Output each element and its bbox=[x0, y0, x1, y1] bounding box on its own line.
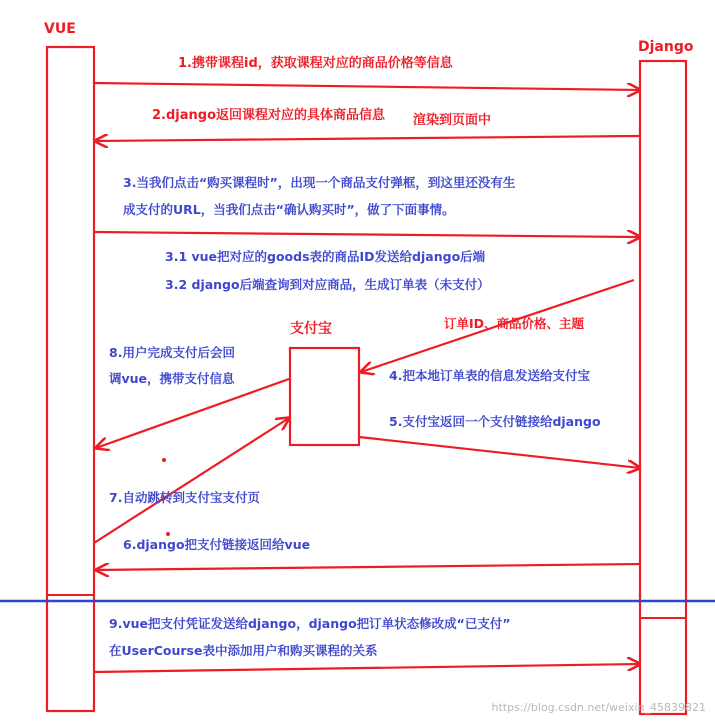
message-3-line1: 3.当我们点击“购买课程时”，出现一个商品支付弹框，到这里还没有生 bbox=[123, 175, 516, 190]
message-7: 7.自动跳转到支付宝支付页 bbox=[109, 490, 260, 505]
django-participant-label: Django bbox=[638, 39, 694, 55]
stray-dot bbox=[162, 458, 166, 462]
arrow-m7 bbox=[94, 418, 289, 543]
message-8-line1: 8.用户完成支付后会回 bbox=[109, 345, 235, 360]
message-6: 6.django把支付链接返回给vue bbox=[123, 537, 311, 552]
arrow-m1 bbox=[94, 83, 640, 90]
message-3-1: 3.1 vue把对应的goods表的商品ID发送给django后端 bbox=[165, 249, 486, 264]
watermark: https://blog.csdn.net/weixin_45839821 bbox=[491, 701, 706, 714]
message-2-note: 渲染到页面中 bbox=[413, 113, 492, 128]
message-8-line2: 调vue，携带支付信息 bbox=[109, 371, 235, 386]
vue-lifeline bbox=[47, 47, 94, 711]
message-3-2: 3.2 django后端查询到对应商品，生成订单表（未支付） bbox=[165, 277, 490, 292]
message-2: 2.django返回课程对应的具体商品信息 bbox=[152, 108, 386, 123]
message-1: 1.携带课程id，获取课程对应的商品价格等信息 bbox=[178, 56, 453, 71]
arrow-m2 bbox=[95, 136, 640, 141]
message-3-line2: 成支付的URL，当我们点击“确认购买时”，做了下面事情。 bbox=[123, 202, 455, 217]
vue-participant-label: VUE bbox=[44, 21, 76, 37]
message-9-line2: 在UserCourse表中添加用户和购买课程的关系 bbox=[109, 643, 378, 658]
arrow-m3-1 bbox=[94, 232, 640, 237]
message-9-line1: 9.vue把支付凭证发送给django，django把订单状态修改成“已支付” bbox=[109, 616, 511, 631]
message-4: 4.把本地订单表的信息发送给支付宝 bbox=[389, 368, 590, 383]
alipay-participant-label: 支付宝 bbox=[290, 321, 332, 337]
message-5: 5.支付宝返回一个支付链接给django bbox=[389, 414, 601, 429]
django-lifeline bbox=[640, 61, 686, 714]
arrow-m6 bbox=[96, 564, 640, 570]
alipay-box bbox=[290, 348, 359, 445]
arrow-m9 bbox=[94, 664, 640, 672]
order-note: 订单ID、商品价格、主题 bbox=[444, 316, 585, 331]
stray-dot bbox=[166, 532, 170, 536]
arrow-m5 bbox=[359, 437, 640, 468]
